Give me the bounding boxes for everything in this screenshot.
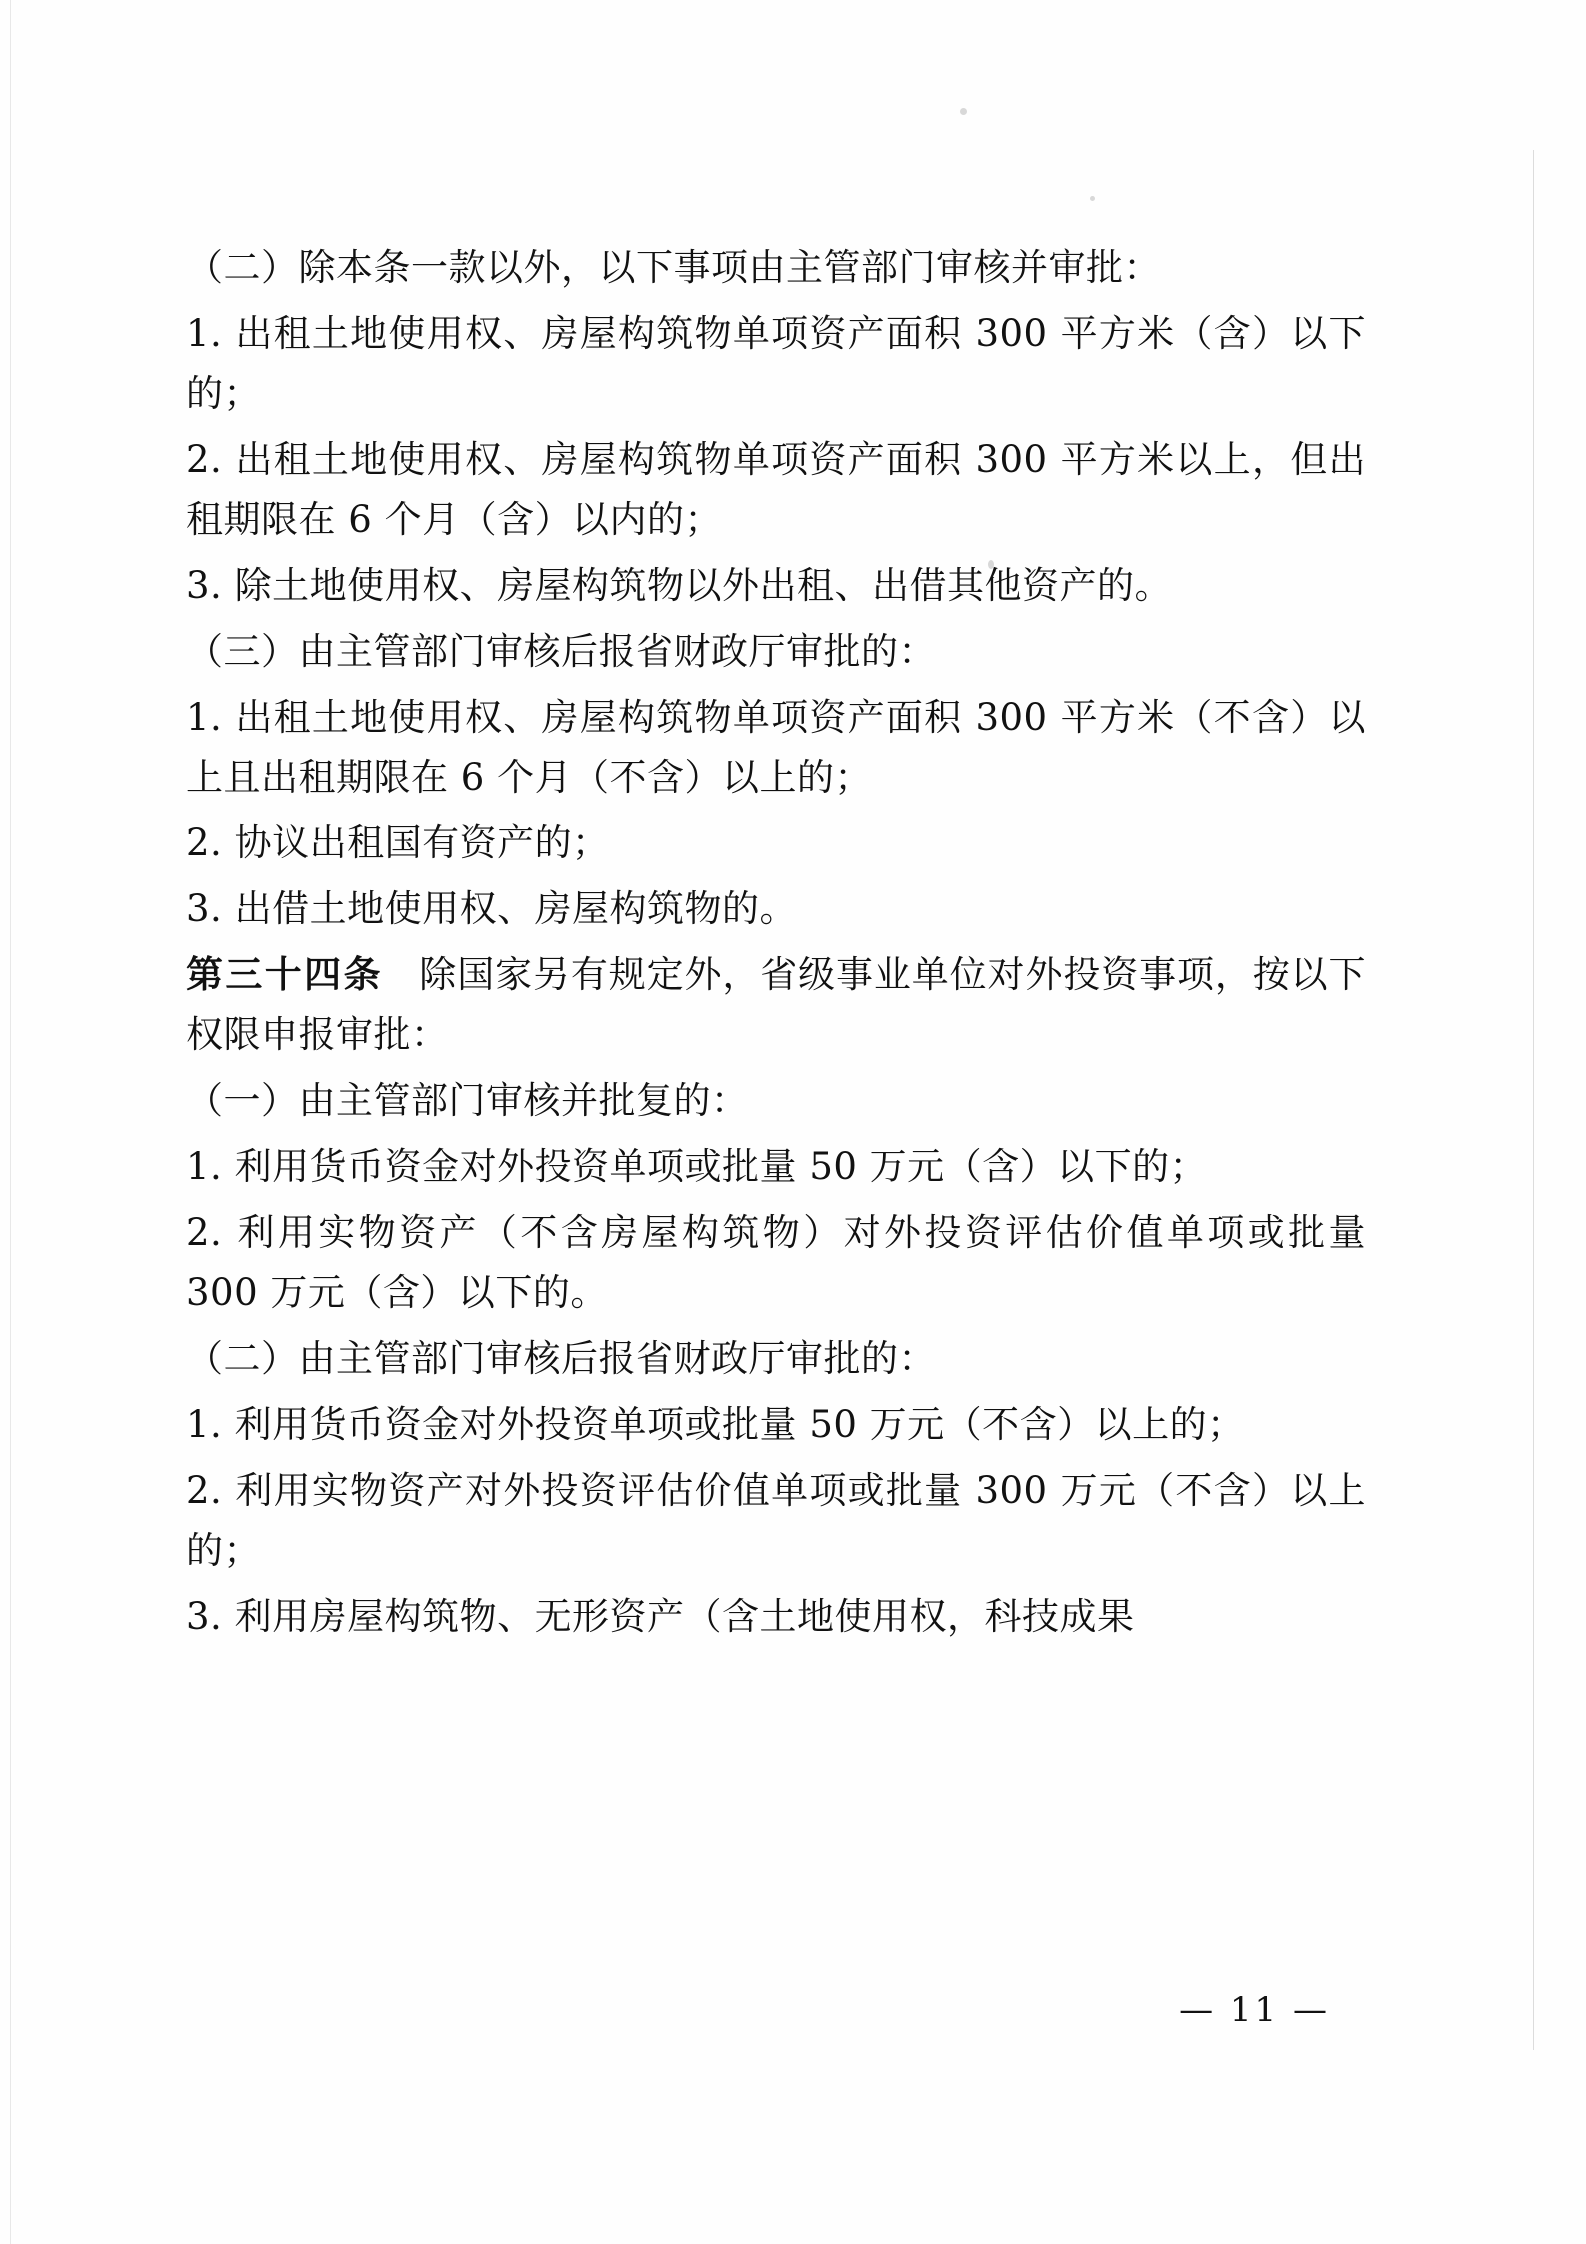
paragraph: 3. 除土地使用权、房屋构筑物以外出租、出借其他资产的。 [186, 563, 1173, 607]
scan-speck [1090, 196, 1095, 201]
scan-edge-right [1533, 150, 1534, 2050]
paragraph: 2. 利用实物资产对外投资评估价值单项或批量 300 万元（不含）以上的； [186, 1468, 1366, 1572]
document-body [186, 238, 1366, 1653]
paragraph: （二）由主管部门审核后报省财政厅审批的： [186, 1336, 936, 1380]
paragraph: 1. 利用货币资金对外投资单项或批量 50 万元（含）以下的； [186, 1145, 1208, 1189]
paragraph: 1. 利用货币资金对外投资单项或批量 50 万元（不含）以上的； [186, 1402, 1245, 1446]
paragraph: 2. 利用实物资产（不含房屋构筑物）对外投资评估价值单项或批量 300 万元（含）以下的。 [186, 1211, 1366, 1314]
paragraph: 1. 出租土地使用权、房屋构筑物单项资产面积 300 平方米（含）以下的； [186, 311, 1366, 415]
paragraph: 3. 利用房屋构筑物、无形资产（含土地使用权，科技成果 [186, 1594, 1135, 1638]
paragraph: 2. 协议出租国有资产的； [186, 821, 610, 865]
paragraph: 3. 出借土地使用权、房屋构筑物的。 [186, 887, 798, 931]
paragraph: 1. 出租土地使用权、房屋构筑物单项资产面积 300 平方米（不含）以上且出租期限在 6 个月（不含）以上的； [186, 695, 1366, 799]
page-number: — 11 — [1179, 1990, 1330, 2030]
scan-edge-left [10, 0, 11, 2244]
article-text: 除国家另有规定外，省级事业单位对外投资事项，按以下权限申报审批： [186, 953, 1367, 1057]
paragraph: （三）由主管部门审核后报省财政厅审批的： [186, 629, 936, 673]
scan-speck [960, 108, 967, 115]
paragraph: （一）由主管部门审核并批复的： [186, 1079, 749, 1123]
paragraph: （二）除本条一款以外，以下事项由主管部门审核并审批： [186, 246, 1161, 289]
article-paragraph [186, 945, 1366, 1065]
article-heading: 第三十四条 [186, 952, 383, 997]
paragraph: 2. 出租土地使用权、房屋构筑物单项资产面积 300 平方米以上，但出租期限在 6 个月（含）以内的； [186, 437, 1366, 541]
